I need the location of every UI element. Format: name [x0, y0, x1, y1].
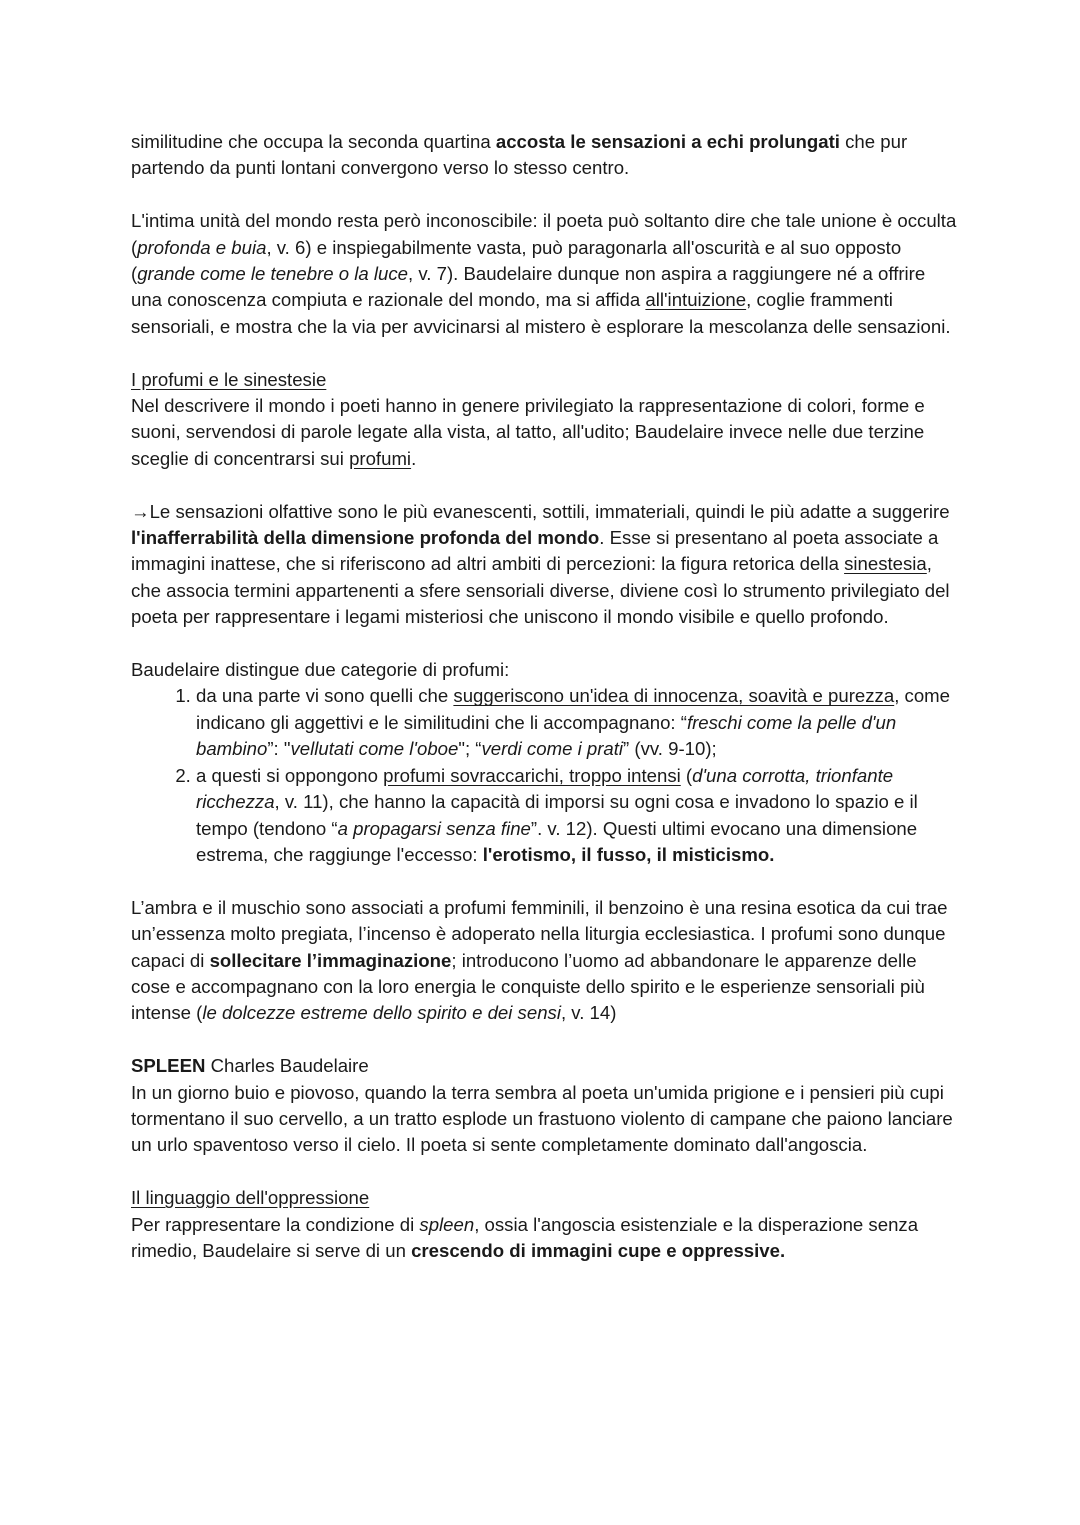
paragraph-ambra — [131, 895, 960, 1027]
list-item — [196, 683, 960, 762]
paragraph-giorno-buio: In un giorno buio e piovoso, quando la terra sembra al poeta un'umida prigione e i pensieri più cupi tormentano il suo cervello, a un tratto esplode un frastuono violento di campane che paiono lanciare un urlo spaventoso verso il cielo. Il poeta si sente completamente dominato dall'angoscia. — [131, 1081, 953, 1156]
text: Nel descrivere il mondo i poeti hanno in genere privilegiato la rappresentazione di colori, forme e suoni, servendosi di parole legate alla vista, al tatto, all'udito; Baudelaire invece nelle due terzine sceglie di concentrarsi sui — [131, 395, 925, 469]
italic-text: profonda e buia — [137, 236, 267, 258]
bold-text: sollecitare l’immaginazione — [209, 949, 452, 971]
underlined-text: suggeriscono un'idea di innocenza, soavità e purezza — [453, 685, 895, 707]
text: , v. 14) — [560, 1002, 617, 1024]
underlined-text: profumi — [349, 447, 412, 469]
text: , coglie frammenti sensoriali, e mostra che la via per avvicinarsi al mistero è esplorare la mescolanza delle sensazioni. — [131, 289, 951, 337]
text: L'intima unità del mondo resta però inconoscibile: il poeta può soltanto dire che tale unione è occulta ( — [131, 210, 957, 258]
text: . — [411, 447, 417, 469]
paragraph-descrivere — [131, 393, 960, 472]
italic-text: d'una corrotta, trionfante ricchezza — [196, 764, 894, 813]
italic-text: a propagarsi senza fine — [337, 817, 531, 839]
italic-text: verdi come i prati — [481, 738, 624, 760]
text: ” (vv. 9-10); — [623, 738, 717, 760]
italic-text: le dolcezze estreme dello spirito e dei sensi — [202, 1002, 561, 1024]
heading-title: SPLEEN — [131, 1055, 206, 1077]
paragraph-intima-unita — [131, 208, 960, 340]
text: , come indicano gli aggettivi e le similitudini che li accompagnano: “ — [196, 685, 950, 733]
text: , v. 6) e inspiegabilmente vasta, può paragonarla all'oscurità e al suo opposto ( — [131, 236, 902, 285]
bold-text: l'erotismo, il fusso, il misticismo. — [482, 843, 775, 865]
text: →Le sensazioni olfattive sono le più evanescenti, sottili, immateriali, quindi le più adatte a suggerire — [131, 500, 950, 522]
text: , che associa termini appartenenti a sfere sensoriali diverse, diviene così lo strumento privilegiato del poeta per rappresentare i legami misteriosi che uniscono il mondo visibile e quello profondo. — [131, 553, 950, 628]
bold-text: l'inafferrabilità della dimensione profonda del mondo — [131, 527, 600, 549]
text: Per rappresentare la condizione di — [131, 1213, 420, 1235]
section-heading-linguaggio: Il linguaggio dell'oppressione — [131, 1187, 370, 1209]
paragraph-spleen — [131, 1212, 960, 1265]
text: a questi si oppongono — [196, 764, 384, 786]
text: . Esse si presentano al poeta associate a immagini inattese, che si riferiscono ad altri ambiti di percezioni: la figura retorica della — [131, 527, 939, 575]
underlined-text: profumi sovraccarichi, troppo intensi — [383, 764, 681, 786]
section-heading-spleen — [131, 1053, 960, 1079]
italic-text: grande come le tenebre o la luce — [137, 263, 409, 285]
text: ”: " — [267, 738, 291, 760]
bold-text: crescendo di immagini cupe e oppressive. — [411, 1239, 786, 1261]
text: similitudine che occupa la seconda quartina — [131, 131, 496, 152]
italic-text: spleen — [419, 1213, 475, 1235]
underlined-text: sinestesia — [844, 553, 927, 575]
text: da una parte vi sono quelli che — [196, 685, 454, 707]
heading-author: Charles Baudelaire — [205, 1055, 369, 1077]
bold-text: accosta le sensazioni a echi prolungati — [495, 131, 840, 152]
italic-text: vellutati come l'oboe — [290, 738, 459, 760]
list-item — [196, 763, 960, 869]
paragraph-sensazioni-olfattive — [131, 499, 960, 631]
text: , v. 7). Baudelaire dunque non aspira a raggiungere né a offrire una conoscenza compiuta e razionale del mondo, ma si affida — [131, 263, 926, 311]
text: , v. 11), che hanno la capacità di imporsi su ogni cosa e invadono lo spazio e il tempo (tendono “ — [196, 791, 918, 839]
italic-text: freschi come la pelle d'un bambino — [196, 711, 897, 760]
paragraph-similitudine — [131, 129, 960, 182]
paragraph-categorie: Baudelaire distingue due categorie di profumi: — [131, 659, 510, 681]
text: ( — [680, 764, 693, 786]
text: che pur partendo da punti lontani convergono verso lo stesso centro. — [131, 131, 908, 179]
section-heading-profumi: I profumi e le sinestesie — [131, 368, 327, 390]
text: L’ambra e il muschio sono associati a profumi femminili, il benzoino è una resina esotica da cui trae un’essenza molto pregiata, l’incenso è adoperato nella liturgia ecclesiastica. I profumi sono dunque capaci di — [131, 896, 948, 971]
profumi-list — [131, 683, 960, 868]
text: ; introducono l’uomo ad abbandonare le apparenze delle cose e accompagnano con la loro energia le conquiste dello spirito e le esperienze sensoriali più intense ( — [131, 949, 925, 1024]
underlined-text: all'intuizione — [645, 289, 747, 311]
text: ”. v. 12). Questi ultimi evocano una dimensione estrema, che raggiunge l'eccesso: — [196, 817, 918, 865]
text: "; “ — [458, 738, 482, 760]
text: , ossia l'angoscia esistenziale e la disperazione senza rimedio, Baudelaire si serve di un — [131, 1213, 919, 1261]
